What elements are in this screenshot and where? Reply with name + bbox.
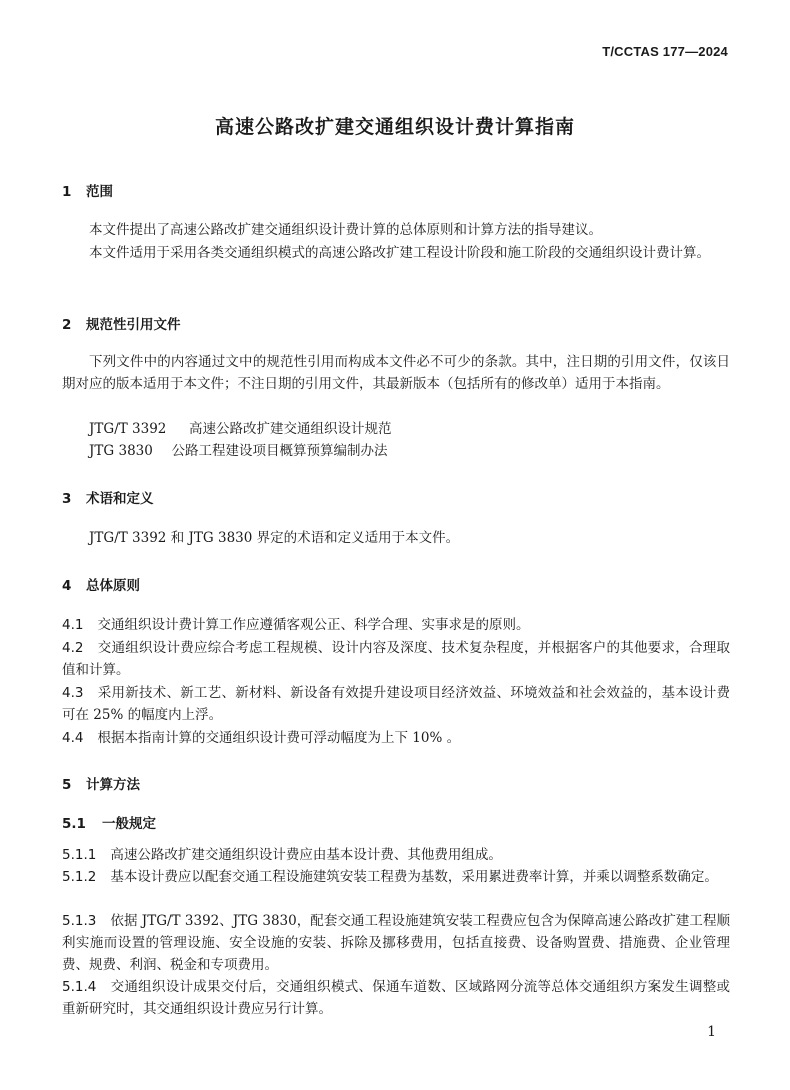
standard-code: T/CCTAS 177—2024 bbox=[602, 44, 728, 59]
clause-text: 依据 JTG/T 3392、JTG 3830，配套交通工程设施建筑安装工程费应包含为保障高速公路改扩建工程顺利实施而设置的管理设施、安全设施的安装、拆除及挪移费用，包括直接费、设备购置费、措施费、企业管理费、规费、利润、税金和专项费用。 bbox=[62, 913, 730, 973]
clause-number: 4.4 bbox=[62, 730, 84, 746]
clause-4-1 bbox=[62, 614, 730, 636]
reference-title: 公路工程建设项目概算预算编制办法 bbox=[171, 443, 388, 459]
reference-code: JTG/T 3392 bbox=[89, 421, 167, 437]
section-number: 1 bbox=[62, 184, 72, 200]
section-number: 2 bbox=[62, 317, 72, 333]
clause-number: 4.3 bbox=[62, 685, 84, 701]
clause-number: 5.1.4 bbox=[62, 979, 97, 995]
section-1-heading bbox=[62, 180, 113, 200]
clause-4-2 bbox=[62, 637, 730, 681]
section-2-para-1: 下列文件中的内容通过文中的规范性引用而构成本文件必不可少的条款。其中，注日期的引用文件，仅该日期对应的版本适用于本文件；不注日期的引用文件，其最新版本（包括所有的修改单）适用于本指南。 bbox=[62, 354, 730, 392]
clause-text: 根据本指南计算的交通组织设计费可浮动幅度为上下 10% 。 bbox=[97, 730, 461, 746]
clause-number: 5.1.3 bbox=[62, 913, 97, 929]
clause-number: 5.1.2 bbox=[62, 869, 97, 885]
clause-5-1-4 bbox=[62, 976, 730, 1020]
section-number: 4 bbox=[62, 578, 72, 594]
reference-item bbox=[89, 440, 387, 462]
clause-number: 4.2 bbox=[62, 640, 84, 656]
clause-text: 高速公路改扩建交通组织设计费应由基本设计费、其他费用组成。 bbox=[110, 847, 502, 863]
section-title: 总体原则 bbox=[86, 578, 140, 594]
document-title: 高速公路改扩建交通组织设计费计算指南 bbox=[214, 116, 575, 138]
section-title: 术语和定义 bbox=[86, 491, 154, 507]
clause-4-4 bbox=[62, 727, 730, 749]
section-2-heading bbox=[62, 313, 181, 333]
clause-5-1-3 bbox=[62, 910, 730, 976]
section-number: 5 bbox=[62, 777, 72, 793]
clause-text: 基本设计费应以配套交通工程设施建筑安装工程费为基数，采用累进费率计算，并乘以调整系数确定。 bbox=[110, 869, 718, 885]
clause-number: 5.1.1 bbox=[62, 847, 97, 863]
clause-text: 交通组织设计费应综合考虑工程规模、设计内容及深度、技术复杂程度，并根据客户的其他要求，合理取值和计算。 bbox=[62, 640, 730, 678]
subsection-title: 一般规定 bbox=[102, 816, 156, 832]
subsection-5-1-heading bbox=[62, 812, 156, 832]
section-1-para-2: 本文件适用于采用各类交通组织模式的高速公路改扩建工程设计阶段和施工阶段的交通组织设计费计算。 bbox=[89, 245, 710, 261]
clause-number: 4.1 bbox=[62, 617, 84, 633]
clause-5-1-1 bbox=[62, 844, 730, 866]
reference-title: 高速公路改扩建交通组织设计规范 bbox=[189, 421, 392, 437]
clause-text: 交通组织设计费计算工作应遵循客观公正、科学合理、实事求是的原则。 bbox=[97, 617, 530, 633]
reference-code: JTG 3830 bbox=[89, 443, 153, 459]
clause-4-3 bbox=[62, 682, 730, 726]
clause-text: 采用新技术、新工艺、新材料、新设备有效提升建设项目经济效益、环境效益和社会效益的，基本设计费可在 25% 的幅度内上浮。 bbox=[62, 685, 730, 723]
page-number: 1 bbox=[707, 1024, 716, 1040]
section-3-heading bbox=[62, 487, 154, 507]
section-number: 3 bbox=[62, 491, 72, 507]
section-3-para-1: JTG/T 3392 和 JTG 3830 界定的术语和定义适用于本文件。 bbox=[89, 530, 460, 546]
subsection-number: 5.1 bbox=[62, 816, 86, 832]
section-title: 范围 bbox=[86, 184, 113, 200]
section-title: 计算方法 bbox=[86, 777, 140, 793]
section-5-heading bbox=[62, 773, 140, 793]
clause-5-1-2 bbox=[62, 866, 730, 888]
reference-item bbox=[89, 418, 392, 440]
clause-text: 交通组织设计成果交付后，交通组织模式、保通车道数、区域路网分流等总体交通组织方案发生调整或重新研究时，其交通组织设计费应另行计算。 bbox=[62, 979, 730, 1017]
section-title: 规范性引用文件 bbox=[86, 317, 181, 333]
section-1-para-1: 本文件提出了高速公路改扩建交通组织设计费计算的总体原则和计算方法的指导建议。 bbox=[89, 222, 602, 238]
section-4-heading bbox=[62, 574, 140, 594]
